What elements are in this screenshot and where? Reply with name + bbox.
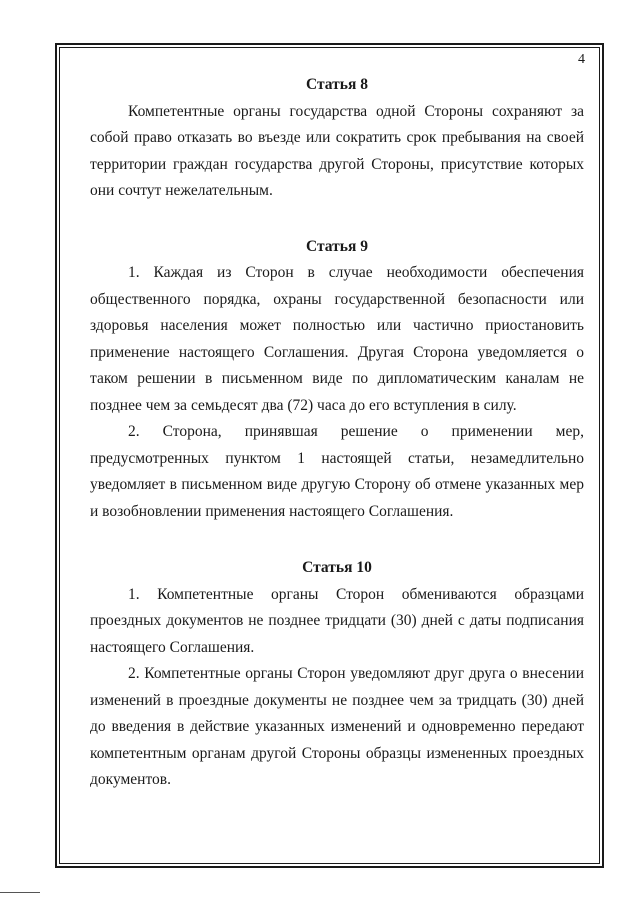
page-number: 4 xyxy=(578,52,585,67)
article-8 xyxy=(90,72,584,205)
article-paragraph: 2. Сторона, принявшая решение о применении мер, предусмотренных пунктом 1 настоящей статьи, незамедлительно уведомляет в письменном виде другую Сторону об отмене указанных мер и возобновлении применения настоящего Соглашения. xyxy=(90,423,584,520)
document-body xyxy=(90,72,584,794)
article-paragraph: 1. Компетентные органы Сторон обмениваются образцами проездных документов не позднее тридцати (30) дней с даты подписания настоящего Соглашения. xyxy=(90,585,584,656)
scan-edge-line xyxy=(0,892,40,893)
article-heading: Статья 10 xyxy=(302,559,372,576)
article-heading: Статья 8 xyxy=(306,76,368,93)
article-paragraph: Компетентные органы государства одной Стороны сохраняют за собой право отказать во въезде или сократить срок пребывания на своей территории граждан государства другой Стороны, присутствие которых они сочтут нежелательным. xyxy=(90,102,584,199)
article-10 xyxy=(90,555,584,794)
article-paragraph: 1. Каждая из Сторон в случае необходимости обеспечения общественного порядка, охраны государственной безопасности или здоровья населения может полностью или частично приостановить применение настоящего Соглашения. Другая Сторона уведомляется о таком решении в письменном виде по дипломатическим каналам не позднее чем за семьдесят два (72) часа до его вступления в силу. xyxy=(90,264,584,414)
article-9 xyxy=(90,234,584,526)
article-paragraph: 2. Компетентные органы Сторон уведомляют друг друга о внесении изменений в проездные документы не позднее чем за тридцать (30) дней до введения в действие указанных изменений и одновременно передают компетентным органам другой Стороны образцы измененных проездных документов. xyxy=(90,665,584,788)
article-heading: Статья 9 xyxy=(306,237,368,255)
